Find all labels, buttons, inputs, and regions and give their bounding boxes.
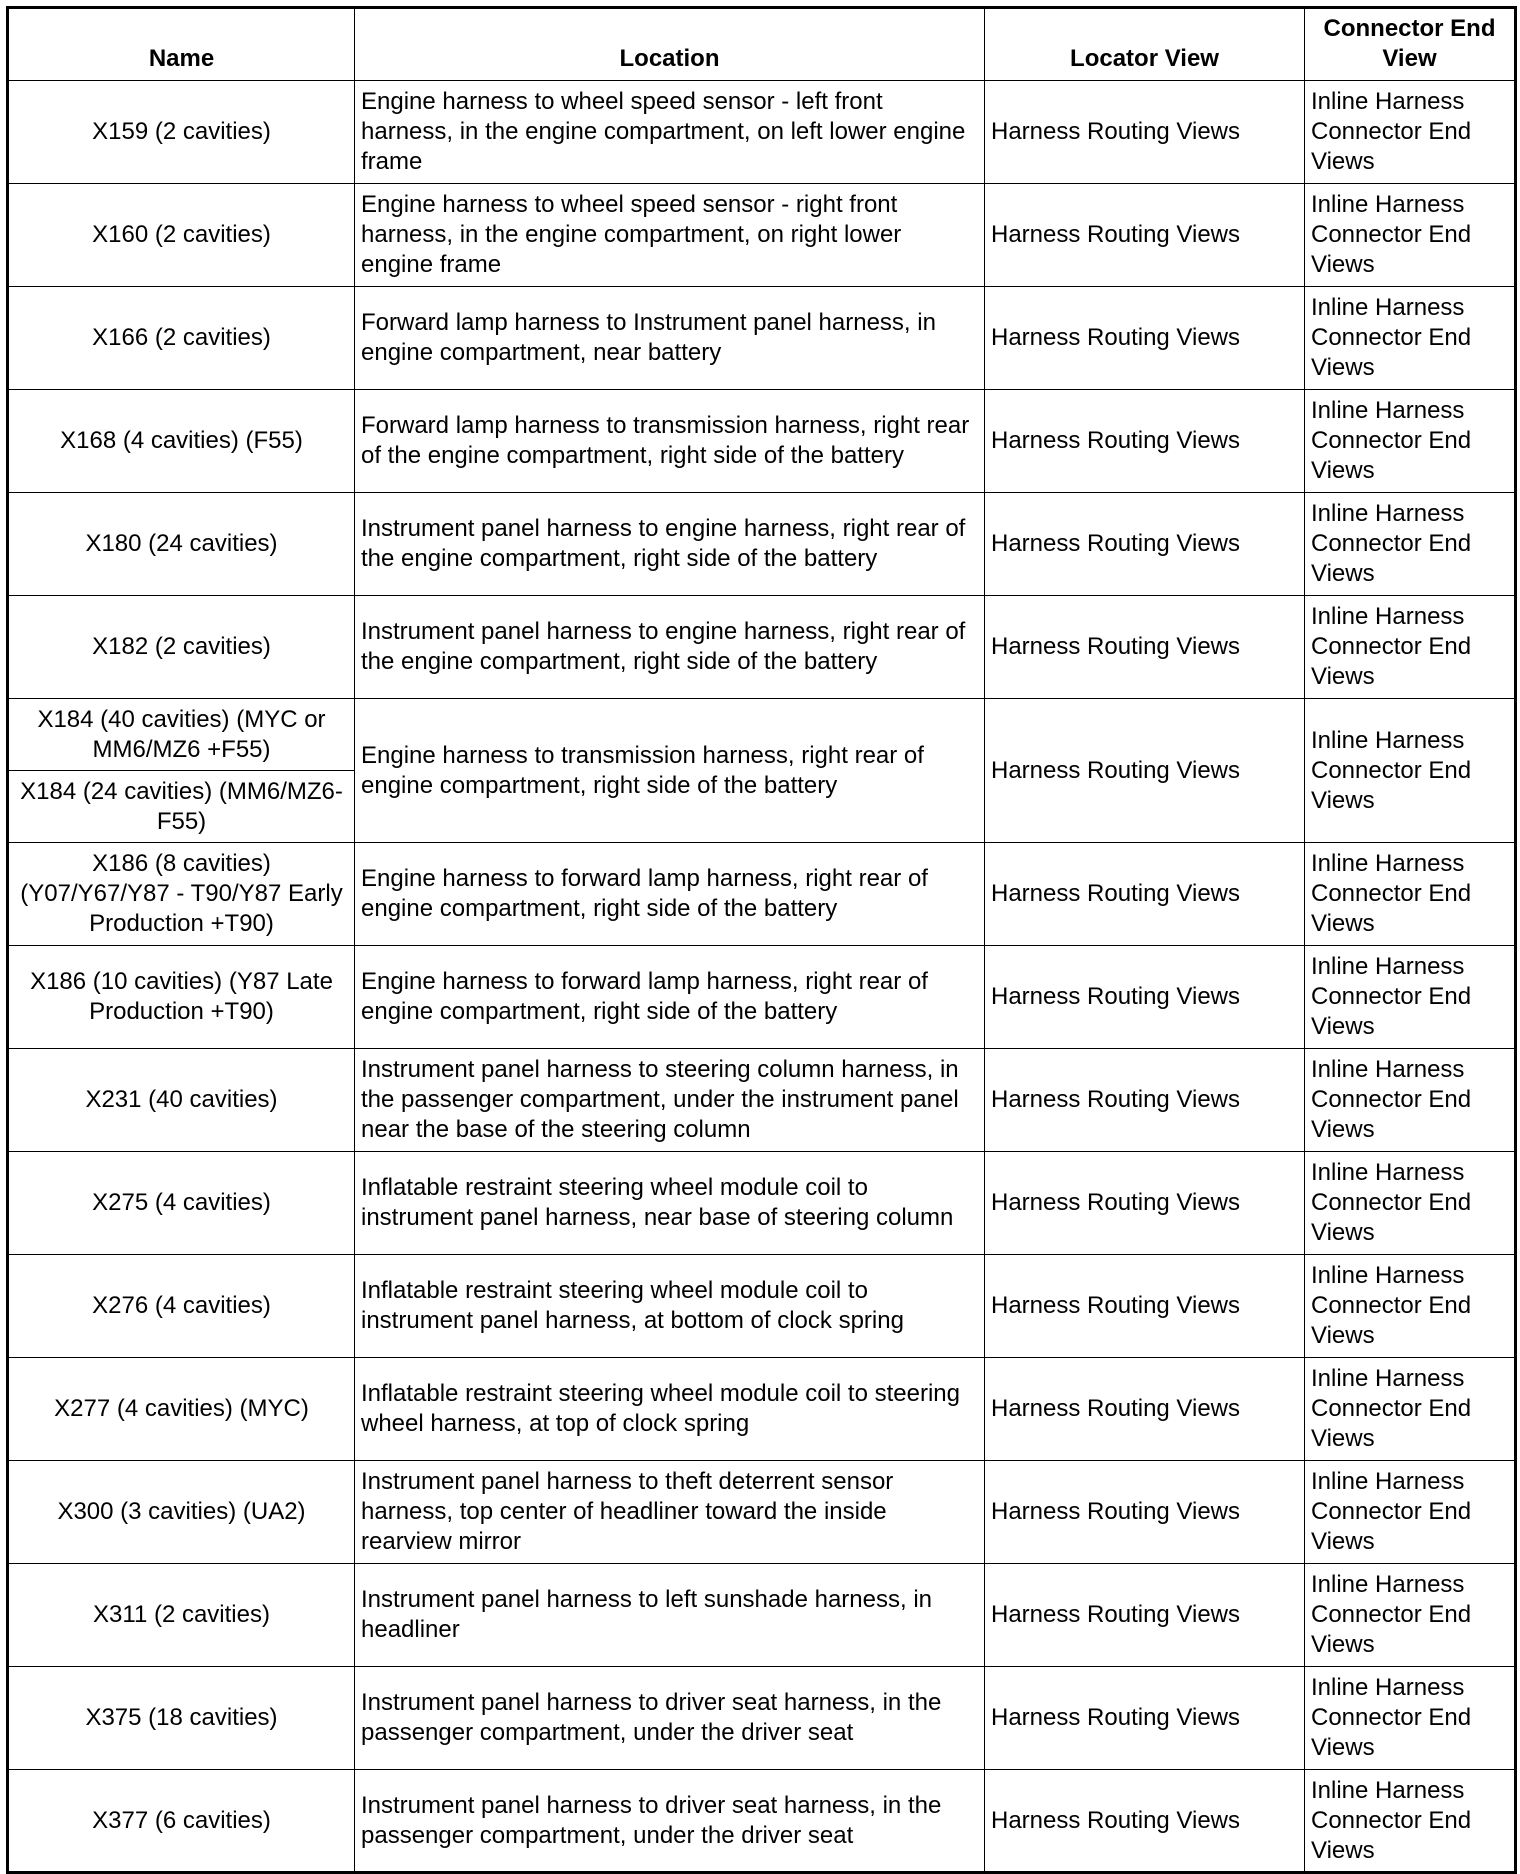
- cell-locator-view-link[interactable]: Harness Routing Views: [985, 1461, 1305, 1564]
- cell-locator-view-link[interactable]: Harness Routing Views: [985, 1667, 1305, 1770]
- cell-connector-end-view-link[interactable]: Inline Harness Connector End Views: [1305, 1770, 1516, 1873]
- cell-location: Engine harness to transmission harness, right rear of engine compartment, right side of the battery: [355, 699, 985, 843]
- cell-location: Instrument panel harness to theft deterrent sensor harness, top center of headliner toward the inside rearview mirror: [355, 1461, 985, 1564]
- cell-locator-view-link[interactable]: Harness Routing Views: [985, 287, 1305, 390]
- cell-locator-view-link[interactable]: Harness Routing Views: [985, 699, 1305, 843]
- cell-location: Instrument panel harness to driver seat harness, in the passenger compartment, under the driver seat: [355, 1770, 985, 1873]
- cell-location: Forward lamp harness to transmission harness, right rear of the engine compartment, right side of the battery: [355, 390, 985, 493]
- cell-locator-view-link[interactable]: Harness Routing Views: [985, 1255, 1305, 1358]
- header-location: Location: [355, 8, 985, 81]
- cell-name: X275 (4 cavities): [8, 1152, 355, 1255]
- cell-name: X160 (2 cavities): [8, 184, 355, 287]
- cell-name: X311 (2 cavities): [8, 1564, 355, 1667]
- cell-name: X276 (4 cavities): [8, 1255, 355, 1358]
- cell-connector-end-view-link[interactable]: Inline Harness Connector End Views: [1305, 184, 1516, 287]
- table-row: [8, 287, 1516, 390]
- cell-name: X182 (2 cavities): [8, 596, 355, 699]
- cell-locator-view-link[interactable]: Harness Routing Views: [985, 596, 1305, 699]
- connector-table-wrapper: [6, 6, 1517, 1874]
- cell-locator-view-link[interactable]: Harness Routing Views: [985, 1152, 1305, 1255]
- table-row: [8, 1770, 1516, 1873]
- cell-name: X186 (10 cavities) (Y87 Late Production +T90): [8, 946, 355, 1049]
- cell-connector-end-view-link[interactable]: Inline Harness Connector End Views: [1305, 1358, 1516, 1461]
- table-row: [8, 699, 1516, 771]
- table-row: [8, 1255, 1516, 1358]
- cell-location: Inflatable restraint steering wheel module coil to instrument panel harness, near base of steering column: [355, 1152, 985, 1255]
- header-locator-view: Locator View: [985, 8, 1305, 81]
- cell-location: Inflatable restraint steering wheel module coil to steering wheel harness, at top of clock spring: [355, 1358, 985, 1461]
- header-name: Name: [8, 8, 355, 81]
- cell-connector-end-view-link[interactable]: Inline Harness Connector End Views: [1305, 1049, 1516, 1152]
- table-row: [8, 184, 1516, 287]
- cell-name: X184 (40 cavities) (MYC or MM6/MZ6 +F55): [8, 699, 355, 771]
- cell-connector-end-view-link[interactable]: Inline Harness Connector End Views: [1305, 946, 1516, 1049]
- cell-connector-end-view-link[interactable]: Inline Harness Connector End Views: [1305, 1564, 1516, 1667]
- cell-name: X375 (18 cavities): [8, 1667, 355, 1770]
- cell-location: Instrument panel harness to left sunshade harness, in headliner: [355, 1564, 985, 1667]
- cell-locator-view-link[interactable]: Harness Routing Views: [985, 493, 1305, 596]
- cell-connector-end-view-link[interactable]: Inline Harness Connector End Views: [1305, 81, 1516, 184]
- cell-location: Instrument panel harness to driver seat harness, in the passenger compartment, under the driver seat: [355, 1667, 985, 1770]
- cell-locator-view-link[interactable]: Harness Routing Views: [985, 184, 1305, 287]
- cell-locator-view-link[interactable]: Harness Routing Views: [985, 1358, 1305, 1461]
- table-row: [8, 1049, 1516, 1152]
- table-row: [8, 390, 1516, 493]
- cell-location: Inflatable restraint steering wheel module coil to instrument panel harness, at bottom of clock spring: [355, 1255, 985, 1358]
- cell-name: X166 (2 cavities): [8, 287, 355, 390]
- cell-name: X159 (2 cavities): [8, 81, 355, 184]
- cell-connector-end-view-link[interactable]: Inline Harness Connector End Views: [1305, 596, 1516, 699]
- table-row: [8, 596, 1516, 699]
- cell-locator-view-link[interactable]: Harness Routing Views: [985, 1770, 1305, 1873]
- table-row: [8, 1152, 1516, 1255]
- header-connector-end-view: Connector End View: [1305, 8, 1516, 81]
- cell-location: Engine harness to forward lamp harness, right rear of engine compartment, right side of the battery: [355, 843, 985, 946]
- cell-connector-end-view-link[interactable]: Inline Harness Connector End Views: [1305, 843, 1516, 946]
- cell-connector-end-view-link[interactable]: Inline Harness Connector End Views: [1305, 699, 1516, 843]
- cell-connector-end-view-link[interactable]: Inline Harness Connector End Views: [1305, 1461, 1516, 1564]
- cell-locator-view-link[interactable]: Harness Routing Views: [985, 1049, 1305, 1152]
- table-row: [8, 1564, 1516, 1667]
- cell-connector-end-view-link[interactable]: Inline Harness Connector End Views: [1305, 1152, 1516, 1255]
- cell-location: Instrument panel harness to engine harness, right rear of the engine compartment, right side of the battery: [355, 596, 985, 699]
- cell-location: Instrument panel harness to steering column harness, in the passenger compartment, under the instrument panel near the base of the steering column: [355, 1049, 985, 1152]
- cell-name: X168 (4 cavities) (F55): [8, 390, 355, 493]
- table-header-row: [8, 8, 1516, 81]
- cell-locator-view-link[interactable]: Harness Routing Views: [985, 390, 1305, 493]
- table-row: [8, 1667, 1516, 1770]
- table-row: [8, 1358, 1516, 1461]
- cell-location: Engine harness to wheel speed sensor - left front harness, in the engine compartment, on left lower engine frame: [355, 81, 985, 184]
- cell-connector-end-view-link[interactable]: Inline Harness Connector End Views: [1305, 287, 1516, 390]
- table-row: [8, 81, 1516, 184]
- cell-location: Engine harness to forward lamp harness, right rear of engine compartment, right side of the battery: [355, 946, 985, 1049]
- cell-name: X186 (8 cavities) (Y07/Y67/Y87 - T90/Y87 Early Production +T90): [8, 843, 355, 946]
- cell-location: Engine harness to wheel speed sensor - right front harness, in the engine compartment, on right lower engine frame: [355, 184, 985, 287]
- connector-table: [6, 6, 1517, 1874]
- table-row: [8, 1461, 1516, 1564]
- cell-locator-view-link[interactable]: Harness Routing Views: [985, 1564, 1305, 1667]
- cell-location: Forward lamp harness to Instrument panel harness, in engine compartment, near battery: [355, 287, 985, 390]
- cell-name: X300 (3 cavities) (UA2): [8, 1461, 355, 1564]
- cell-locator-view-link[interactable]: Harness Routing Views: [985, 81, 1305, 184]
- table-row: [8, 843, 1516, 946]
- table-row: [8, 946, 1516, 1049]
- cell-name: X277 (4 cavities) (MYC): [8, 1358, 355, 1461]
- cell-connector-end-view-link[interactable]: Inline Harness Connector End Views: [1305, 1255, 1516, 1358]
- cell-name: X377 (6 cavities): [8, 1770, 355, 1873]
- cell-name: X184 (24 cavities) (MM6/MZ6-F55): [8, 771, 355, 843]
- table-row: [8, 493, 1516, 596]
- cell-name: X180 (24 cavities): [8, 493, 355, 596]
- cell-name: X231 (40 cavities): [8, 1049, 355, 1152]
- cell-locator-view-link[interactable]: Harness Routing Views: [985, 946, 1305, 1049]
- cell-connector-end-view-link[interactable]: Inline Harness Connector End Views: [1305, 390, 1516, 493]
- cell-connector-end-view-link[interactable]: Inline Harness Connector End Views: [1305, 1667, 1516, 1770]
- cell-locator-view-link[interactable]: Harness Routing Views: [985, 843, 1305, 946]
- cell-connector-end-view-link[interactable]: Inline Harness Connector End Views: [1305, 493, 1516, 596]
- cell-location: Instrument panel harness to engine harness, right rear of the engine compartment, right side of the battery: [355, 493, 985, 596]
